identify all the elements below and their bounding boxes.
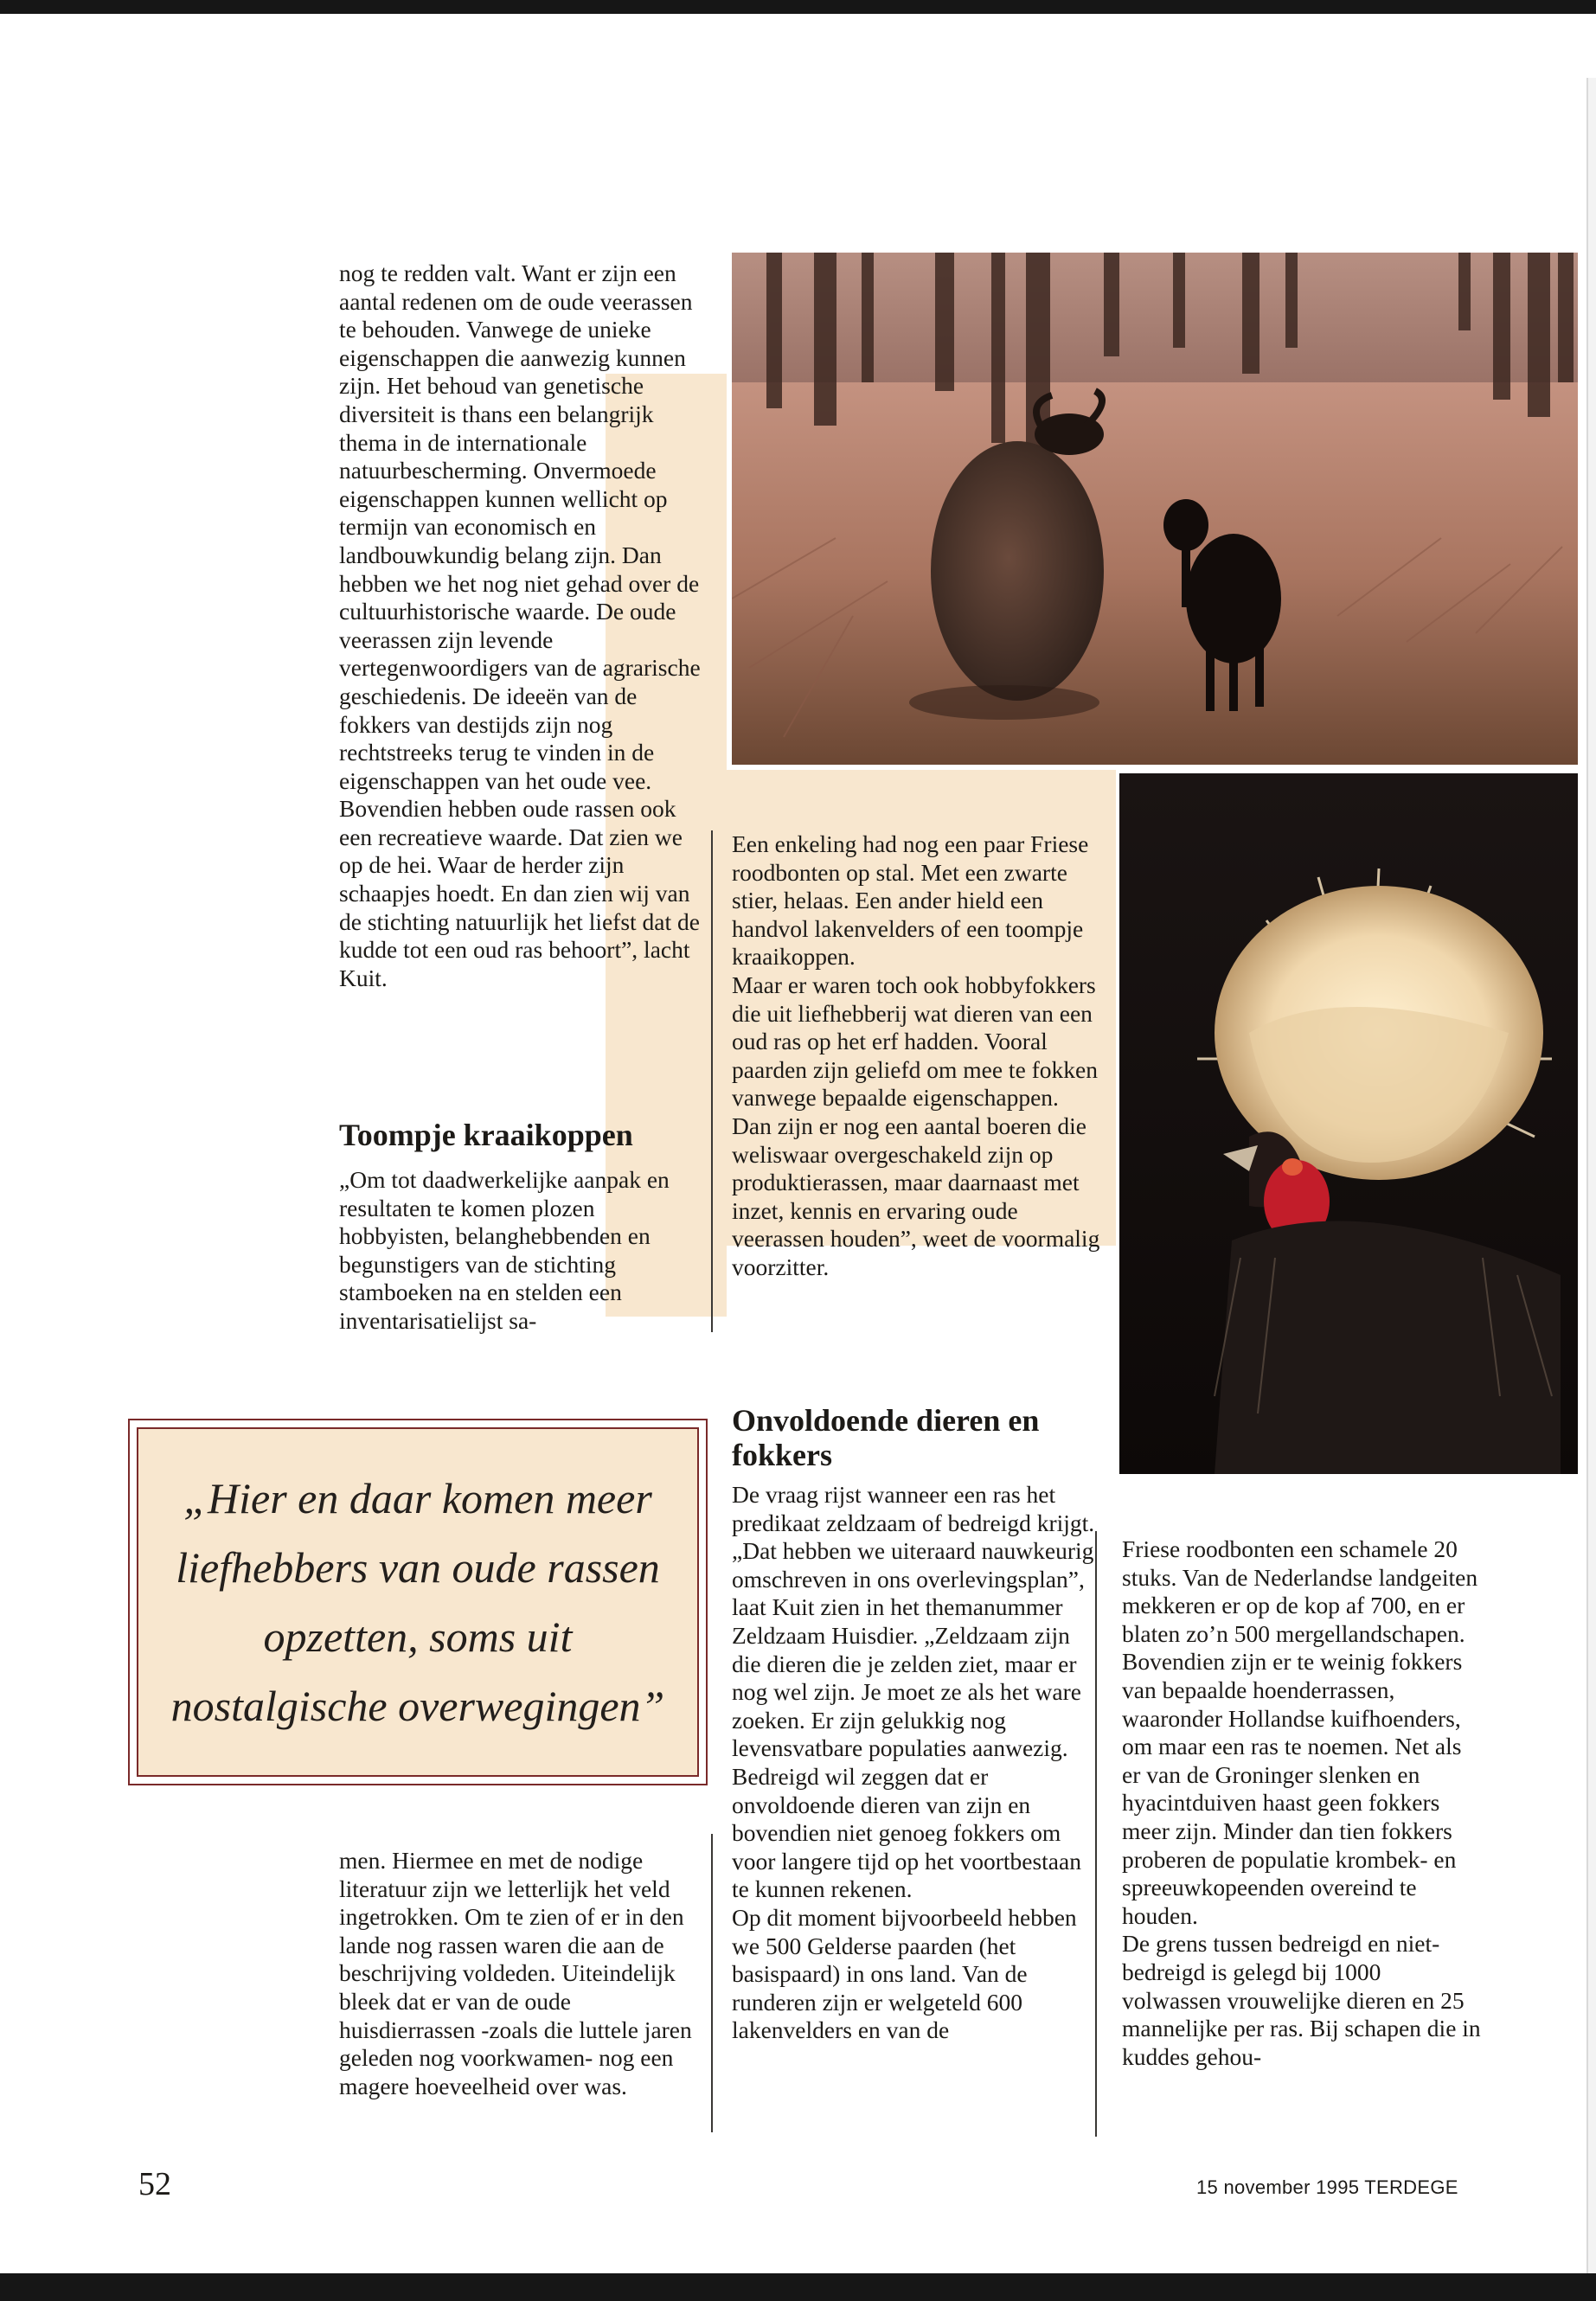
page-number: 52 (138, 2166, 171, 2202)
paragraph: De vraag rijst wanneer een ras het predikaat zeldzaam of bedreigd krijgt. „Dat hebben we uiteraard nauwkeurig omschreven in ons overlevingsplan”, laat Kuit zien in het themanummer Zeldzaam Huisdier. „Zeldzaam zijn die dieren die je zelden ziet, maar er nog wel zijn. Je moet ze als het ware zoeken. Er zijn gelukkig nog levensvatbare populaties aanwezig. Bedreigd wil zeggen dat er onvoldoende dieren van zijn en bovendien niet genoeg fokkers om voor langere tijd op het voortbestaan te kunnen rekenen. (732, 1481, 1095, 1903)
section-heading-onvoldoende: Onvoldoende dieren en fokkers (732, 1403, 1040, 1472)
left-column-bottom (339, 1847, 702, 2100)
sheep-photo (732, 253, 1578, 765)
footer-issue: 15 november 1995 TERDEGE (1196, 2176, 1458, 2198)
paragraph: De grens tussen bedreigd en niet-bedreigd is gelegd bij 1000 volwassen vrouwelijke dieren en 25 mannelijke per ras. Bij schapen die in kuddes gehou- (1122, 1930, 1481, 2070)
paragraph: Friese roodbonten een schamele 20 stuks. Van de Nederlandse landgeiten mekkeren er op de kop af 700, en er blaten zo’n 500 mergellandschapen. Bovendien zijn er te weinig fokkers van bepaalde hoenderrassen, waaronder Hollandse kuifhoenders, om maar een ras te noemen. Net als er van de Groninger slenken en hyacintduiven haast geen fokkers meer zijn. Minder dan tien fokkers proberen de populatie krombek- en spreeuwkopeenden overeind te houden. (1122, 1535, 1478, 1929)
rooster-photo (1119, 773, 1578, 1474)
paragraph: „Om tot daadwerkelijke aanpak en resultaten te komen plozen hobbyisten, belanghebbenden en begunstigers van de stichting stamboeken na en stelden een inventarisatielijst sa- (339, 1166, 670, 1334)
rooster-photo-illustration (1119, 773, 1578, 1474)
paragraph: men. Hiermee en met de nodige literatuur zijn we letterlijk het veld ingetrokken. Om te zien of er in den lande nog rassen waren die aan de beschrijving voldeden. Uiteindelijk bleek dat er van de oude huisdierrassen -zoals die luttele jaren geleden nog voorkwamen- nog een magere hoeveelheid over was. (339, 1847, 692, 2099)
middle-column-top (732, 830, 1104, 1282)
paragraph: Maar er waren toch ook hobbyfokkers die uit liefhebberij wat dieren van een oud ras op het erf hadden. Vooral paarden zijn geliefd om mee te fokken vanwege bepaalde eigenschappen. Dan zijn er nog een aantal boeren die weliswaar overgeschakeld zijn op produktierassen, maar daarnaast met inzet, kennis en ervaring oude veerassen houden”, weet de voormalig voorzitter. (732, 971, 1100, 1280)
paragraph: Op dit moment bijvoorbeeld hebben we 500 Gelderse paarden (het basispaard) in ons land. Van de runderen zijn er welgeteld 600 lakenvelders en van de (732, 1903, 1077, 2044)
sheep-photo-illustration (732, 253, 1578, 765)
section-heading-toompje: Toompje kraaikoppen (339, 1118, 633, 1152)
page-right-edge (1586, 78, 1596, 2275)
left-column-top (339, 260, 702, 992)
column-rule-right (1095, 1531, 1097, 2137)
column-rule-middle-bottom (711, 1834, 713, 2132)
right-column (1122, 1535, 1485, 2071)
middle-column-bottom (732, 1481, 1095, 2045)
column-rule-middle-top (711, 830, 713, 1332)
pull-quote-inner (137, 1427, 699, 1777)
pull-quote-text: „Hier en daar komen meer liefhebbers van oude rassen opzetten, soms uit nostalgische overwegingen” (170, 1474, 665, 1730)
page-bottom-border (0, 2273, 1596, 2301)
page-top-border (0, 0, 1596, 14)
paragraph: Een enkeling had nog een paar Friese roodbonten op stal. Met een zwarte stier, helaas. Een ander hield een handvol lakenvelders of een toompje kraaikoppen. (732, 830, 1089, 971)
left-column-mid (339, 1166, 702, 1336)
paragraph: nog te redden valt. Want er zijn een aantal redenen om de oude veerassen te behouden. Vanwege de unieke eigenschappen die aanwezig kunnen zijn. Het behoud van genetische diversiteit is thans een belangrijk thema in de internationale natuurbescherming. Onvermoede eigenschappen kunnen wellicht op termijn van economisch en landbouwkundig belang zijn. Dan hebben we het nog niet gehad over de cultuurhistorische waarde. De oude veerassen zijn levende vertegenwoordigers van de agrarische geschiedenis. De ideeën van de fokkers van destijds zijn nog rechtstreeks terug te vinden in de eigenschappen van het oude vee. Bovendien hebben oude rassen ook een recreatieve waarde. Dat zien we op de hei. Waar de herder zijn schaapjes hoedt. En dan zien wij van de stichting natuurlijk het liefst dat de kudde tot een oud ras behoort”, lacht Kuit. (339, 260, 701, 991)
pull-quote-box (128, 1419, 708, 1785)
